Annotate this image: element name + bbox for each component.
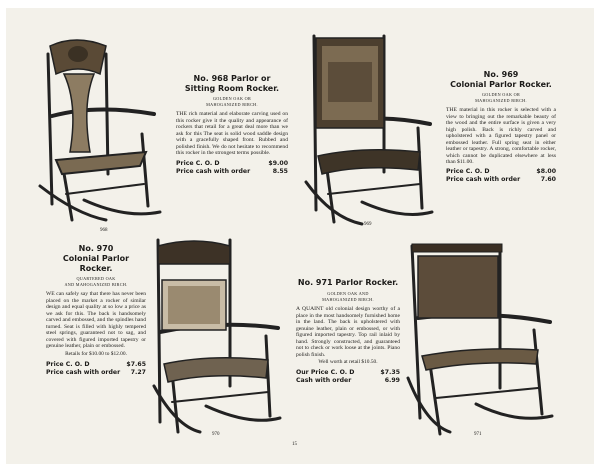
product-969 — [446, 70, 556, 184]
product-970 — [46, 244, 146, 377]
title-969-line2: Colonial Parlor Rocker. — [450, 80, 552, 89]
rocker-969-illustration — [302, 32, 438, 228]
rocker-971-illustration — [406, 238, 556, 438]
price-label: Price cash with order — [446, 175, 521, 183]
subtitle-971-line1: GOLDEN OAK AND — [327, 291, 369, 296]
price-label: Price cash with order — [176, 167, 251, 175]
caption-971: 971 — [474, 432, 482, 437]
description-968: THE rich material and elaborate carving used on this rocker give it the quality and appearance of rockers that retail for a great deal more than we ask for this The seat is solid wood saddle design with a gracefully shaped front. Rubbed and polished finish. We do not hesitate to recommend this rocker in the strongest terms possible. — [176, 111, 288, 156]
title-970-line1: No. 970 — [78, 244, 114, 253]
price-label: Price C. O. D — [46, 360, 90, 368]
product-971 — [296, 278, 400, 385]
price-label: Price cash with order — [46, 368, 121, 376]
rocker-970-illustration — [150, 236, 286, 440]
caption-970: 970 — [212, 432, 220, 437]
price-row-970-cod — [46, 361, 146, 369]
description-971: A QUAINT old colonial design worthy of a place in the most handsomely furnished home in the land. The back is upholstered with genuine leather, plain or embossed, or with figured imported tapestry. Top rail inlaid by hand. Strongly constructed, and guaranteed not to check or work loose at the joints. Piano polish finish. — [296, 306, 400, 358]
price-value: $9.00 — [268, 159, 288, 167]
price-label: Cash with order — [296, 377, 352, 384]
price-row-968-cash — [176, 168, 288, 176]
price-row-969-cash — [446, 176, 556, 184]
title-968-line2: Sitting Room Rocker. — [184, 84, 280, 93]
description-969: THE material in this rocker is selected with a view to bringing out the remarkable beauty of the wood and the entire surface is given a very high polish. Back is richly carved and upholstered with a figured tapestry panel or embossed leather. Full spring seat in either leather or tapestry. A strong, comfortable rocker, which cannot be duplicated elsewhere at less than $11.00. — [446, 107, 556, 165]
price-row-968-cod — [176, 160, 288, 168]
catalog-page — [6, 8, 594, 464]
subtitle-968-line1: GOLDEN OAK OR — [212, 96, 252, 101]
subtitle-969-line2: MAHOGANIZED BIRCH. — [475, 98, 527, 103]
title-968-line1: No. 968 Parlor or — [193, 74, 271, 83]
caption-968: 968 — [100, 228, 108, 233]
price-value: $7.35 — [380, 369, 400, 376]
caption-969: 969 — [364, 222, 372, 227]
product-968 — [176, 74, 288, 176]
subtitle-970-line2: AND MAHOGANIZED BIRCH. — [64, 282, 128, 287]
retail-note-970: Retails for $10.00 to $12.00. — [65, 350, 127, 357]
price-value: $8.00 — [536, 167, 556, 175]
price-row-970-cash — [46, 369, 146, 377]
subtitle-969-line1: GOLDEN OAK OR — [481, 92, 521, 97]
price-label: Price C. O. D — [446, 167, 490, 175]
price-value: 7.27 — [130, 368, 146, 376]
price-value: 7.60 — [540, 175, 556, 183]
subtitle-971-line2: MAHOGANIZED BIRCH. — [322, 297, 374, 302]
retail-note-971: Well worth at retail $10.50. — [318, 359, 378, 365]
subtitle-970-line1: QUARTERED OAK — [76, 276, 116, 281]
price-row-971-cash — [296, 377, 400, 385]
price-value: 6.99 — [384, 377, 400, 384]
title-971: No. 971 Parlor Rocker. — [297, 278, 399, 287]
page-number: 15 — [292, 442, 297, 447]
price-value: 8.55 — [272, 167, 288, 175]
price-row-969-cod — [446, 168, 556, 176]
rocker-968-illustration — [36, 34, 166, 232]
price-label: Price C. O. D — [176, 159, 220, 167]
description-970: WE can safely say that there has never been placed on the market a rocker of similar design and equal quality at so low a price as we ask for this. The back is handsomely carved and embossed, and the spindles hand turned. Seat is filled with highly tempered steel springs, guaranteed not to sag, and covered with figured imported tapestry or genuine leather, plain or embossed. — [46, 291, 146, 349]
price-label: Our Price C. O. D — [296, 369, 355, 376]
title-970-line2: Colonial Parlor Rocker. — [62, 254, 130, 273]
price-row-971-cod — [296, 369, 400, 377]
subtitle-968-line2: MAHOGANIZED BIRCH. — [206, 102, 258, 107]
title-969-line1: No. 969 — [483, 70, 519, 79]
price-value: $7.65 — [126, 360, 146, 368]
